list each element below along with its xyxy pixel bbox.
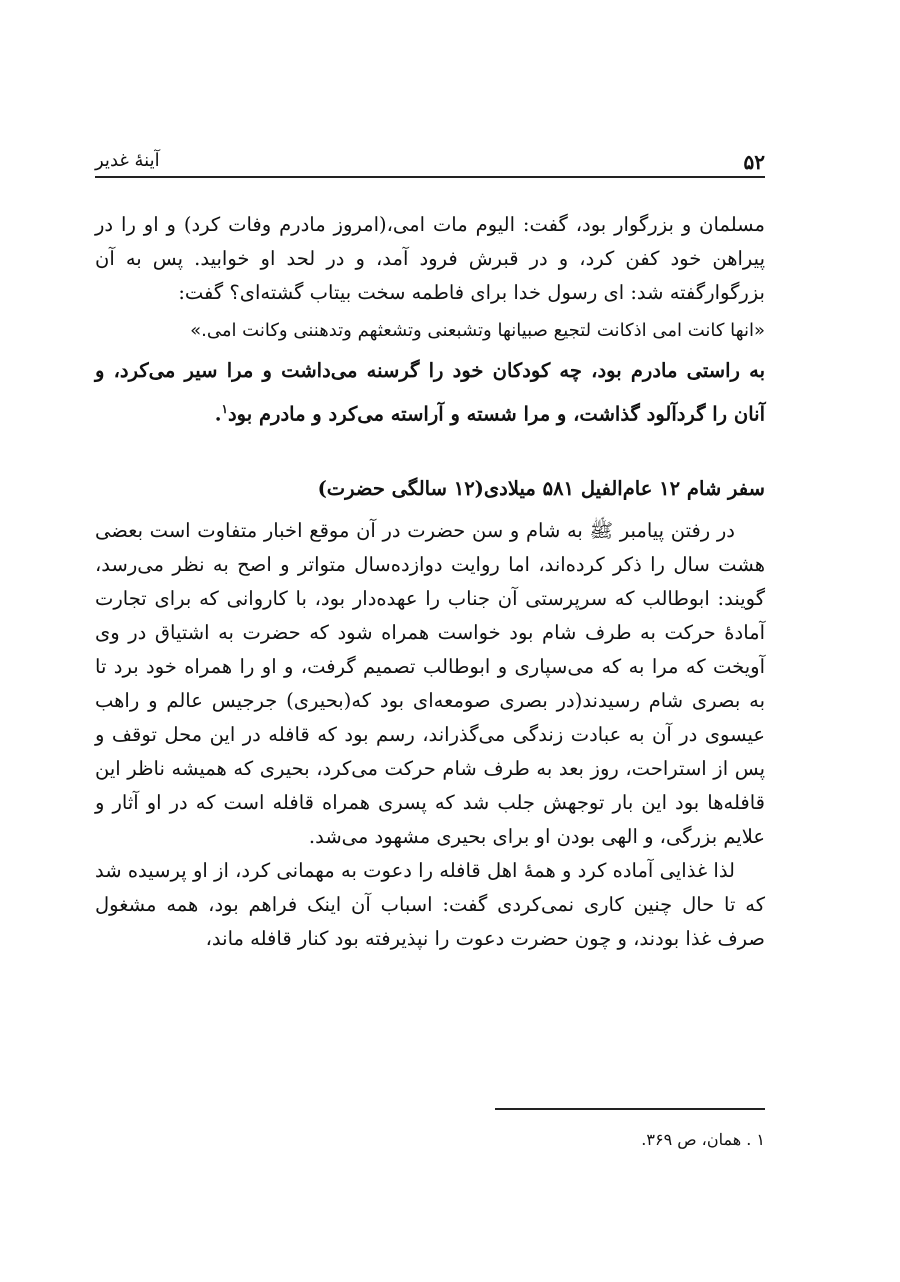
- footnote-divider: [495, 1108, 765, 1110]
- section-heading: سفر شام ۱۲ عام‌الفیل ۵۸۱ میلادی(۱۲ سالگی حضرت): [317, 476, 765, 500]
- quote-translation: [95, 352, 765, 434]
- page-number: ۵۲: [743, 150, 765, 174]
- arabic-quote: «انها کانت امی اذکانت لتجیع صبیانها وتشبعنی وتشعثهم وتدهننی وکانت امی.»: [190, 320, 765, 341]
- document-page: [95, 0, 765, 1282]
- footnote-reference[interactable]: ۱: [221, 402, 228, 416]
- body-text: [95, 208, 765, 956]
- footnote: ۱ . همان، ص ۳۶۹.: [641, 1130, 765, 1149]
- paragraph-2: در رفتن پیامبر ﷺ به شام و سن حضرت در آن موقع اخبار متفاوت است بعضی هشت سال را ذکر کرده‌اند، اما روایت دوازده‌سال متواتر و اصح به نظر می‌رسد، گویند: ابوطالب که سرپرستی آن جناب را عهده‌دار بود، با کاروانی که برای تجارت آمادهٔ حرکت به طرف شام بود خواست همراه شود که حضرت به اشتیاق در وی آویخت که مرا به که می‌سپاری و ابوطالب تصمیم گرفت، و او را همراه خود برد تا به بصری شام رسیدند(در بصری صومعه‌ای بود که(بحیری) جرجیس عالم و راهب عیسوی در آن به عبادت زندگی می‌گذراند، رسم بود که قافله در این محل توقف و پس از استراحت، روز بعد به طرف شام حرکت می‌کرد، بحیری که همیشه ناظر این قافله‌ها بود این بار توجهش جلب شد که پسری همراه قافله است که در او آثار و علایم بزرگی، و الهی بودن او برای بحیری مشهود می‌شد.: [95, 518, 765, 848]
- page-header: [95, 144, 765, 178]
- book-title: آینهٔ غدیر: [95, 150, 160, 171]
- translation-text: به راستی مادرم بود، چه کودکان خود را گرسنه می‌داشت و مرا سیر می‌کرد، و آنان را گردآلود گذاشت، و مرا شسته و آراسته می‌کرد و مادرم بود: [95, 359, 765, 426]
- paragraph-3: لذا غذایی آماده کرد و همهٔ اهل قافله را دعوت به مهمانی کرد، از او پرسیده شد که تا حال چنین کاری نمی‌کردی گفت: اسباب آن اینک فراهم بود، همه مشغول صرف غذا بودند، و چون حضرت دعوت را نپذیرفته بود کنار قافله ماند،: [95, 858, 765, 950]
- translation-end: .: [214, 402, 222, 426]
- paragraph-1: مسلمان و بزرگوار بود، گفت: الیوم مات امی،(امروز مادرم وفات کرد) و او را در پیراهن خود کفن کرد، و در قبرش فرود آمد، و در لحد او خوابید. پس به آن بزرگوارگفته شد: ای رسول خدا برای فاطمه سخت بیتاب گشته‌ای؟ گفت:: [95, 213, 765, 304]
